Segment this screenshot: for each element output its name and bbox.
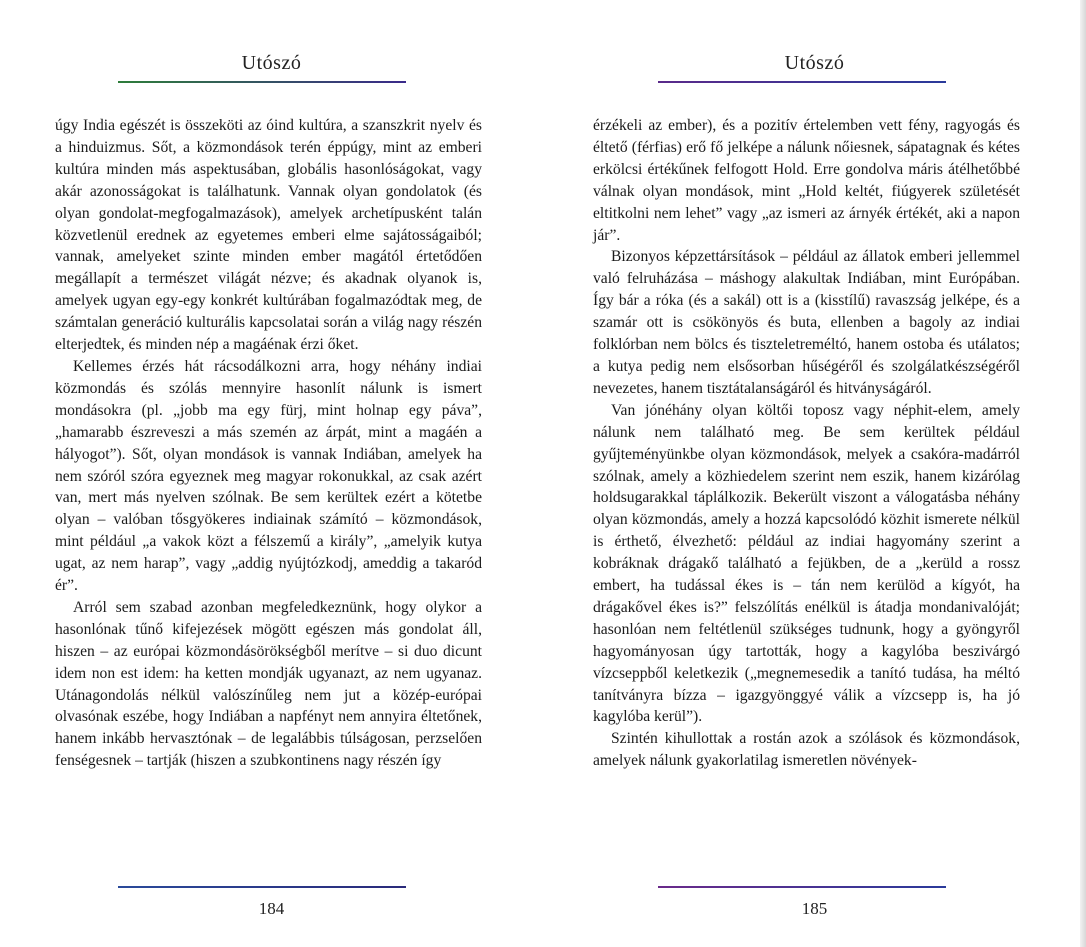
footer-rule-right	[658, 886, 946, 888]
paragraph: Szintén kihullottak a rostán azok a szólások és közmondások, amelyek nálunk gyakorlatilag ismeretlen növények-	[593, 730, 1020, 770]
book-edge	[1080, 0, 1086, 947]
body-text-left	[55, 115, 482, 772]
paragraph: Kellemes érzés hát rácsodálkozni arra, hogy néhány indiai közmondás és szólás mennyire hasonlít nálunk is ismert mondásokra (pl. „jobb ma egy fürj, mint holnap egy páva”, „hamarabb észreveszi a más szemén az árpát, mint a magáén a hályogot”). Sőt, olyan mondások is vannak Indiában, amelyek ha nem szóról szóra egyeznek meg magyar rokonukkal, az csak azért van, mert más nyelven szólnak. Be sem kerültek ezért a kötetbe olyan – valóban tősgyökeres indiainak számító – közmondások, mint például „a vakok közt a félszemű a király”, „amelyik kutya ugat, az nem harap”, vagy „addig nyújtózkodj, ameddig a takaród ér”.	[55, 357, 482, 595]
right-page	[543, 0, 1086, 947]
footer-rule-left	[118, 886, 406, 888]
paragraph: Arról sem szabad azonban megfeledkeznünk, hogy olykor a hasonlónak tűnő kifejezések mögött egészen más gondolat áll, hiszen – az európai közmondásörökségből merítve – si duo dicunt idem non est idem: ha ketten mondják ugyanazt, az nem ugyanaz. Utánagondolás nélkül valószínűleg nem jut a közép-európai olvasónak eszébe, hogy Indiában a napfényt nem annyira éltetőnek, hanem inkább hervasztónak – de legalábbis túlságosan, perzselően fenségesnek – tartják (hiszen a szubkontinens nagy részén így	[55, 598, 482, 770]
page-number-left: 184	[258, 899, 285, 918]
running-header-right: Utószó	[784, 52, 845, 74]
page-number-right: 185	[801, 899, 828, 918]
paragraph: Bizonyos képzettársítások – például az állatok emberi jellemmel való felruházása – máshogy alakultak Indiában, mint Európában. Így bár a róka (és a sakál) ott is a (kisstílű) ravaszság jelképe, és a szamár ott is csökönyös és buta, ellenben a bagoly az indiai folklórban nem bölcs és tiszteletreméltó, hanem ostoba és utálatos; a kutya pedig nem elsősorban hűségéről és szolgálatkészségéről nevezetes, hanem tisztátalanságáról és hitványságáról.	[593, 248, 1020, 397]
header-rule-right	[658, 81, 946, 83]
paragraph: Van jónéhány olyan költői toposz vagy néphit-elem, amely nálunk nem található meg. Be sem kerültek például gyűjteményünkbe olyan közmondások, melyek a csakóra-madárról szólnak, amely a közhiedelem szerint nem eszik, hanem kizárólag holdsugarakkal táplálkozik. Bekerült viszont a válogatásba néhány olyan közmondás, amely a hozzá kapcsolódó közhit ismerete nélkül is érthető, élvezhető: például az indiai hagyomány szerint a kobráknak drágakő található a fejükben, de a „kerüld a rossz embert, ha tudással ékes is – tán nem kerülöd a kígyót, ha drágakővel ékes is?” felszólítás enélkül is átadja mondanivalóját; hasonlóan nem feltétlenül szükséges tudnunk, hogy a gyöngyről hagyományosan úgy tartották, hogy a kagylóba beszivárgó vízcseppből keletkezik („megnemesedik a tanító tudása, ha méltó tanítványra bízza – igazgyönggyé válik a vízcsepp is, ha jó kagylóba kerül”).	[593, 401, 1020, 726]
paragraph: érzékeli az ember), és a pozitív értelemben vett fény, ragyogás és éltető (férfias) erő fő jelképe a nálunk nőiesnek, sápatagnak és kétes erkölcsi értékűnek felfogott Hold. Erre gondolva máris átélhetőbbé válnak olyan mondások, mint „Hold keltét, fiúgyerek születését eltitkolni nem lehet” vagy „az ismeri az árnyék értékét, aki a napon jár”.	[593, 117, 1020, 244]
running-header-left: Utószó	[241, 52, 302, 74]
paragraph: úgy India egészét is összeköti az óind kultúra, a szanszkrit nyelv és a hinduizmus. Sőt, a közmondások terén éppúgy, mint az emberi kultúra minden más aspektusában, globális hasonlóságokat, vagy akár azonosságokat is találhatunk. Vannak olyan gondolatok (és olyan gondolat-megfogalmazások), amelyek archetípusként talán közvetlenül erednek az egyetemes emberi elme sajátosságaiból; vannak, amelyeket szinte minden ember magától értetődően megállapít a természet világát nézve; és akadnak olyanok is, amelyek ugyan egy-egy konkrét kultúrában fogalmazódtak meg, de számtalan generáció kulturális kapcsolatai során a világ nagy részén elterjedtek, és minden nép a magáénak érzi őket.	[55, 117, 482, 354]
body-text-right	[593, 115, 1020, 772]
header-rule-left	[118, 81, 406, 83]
